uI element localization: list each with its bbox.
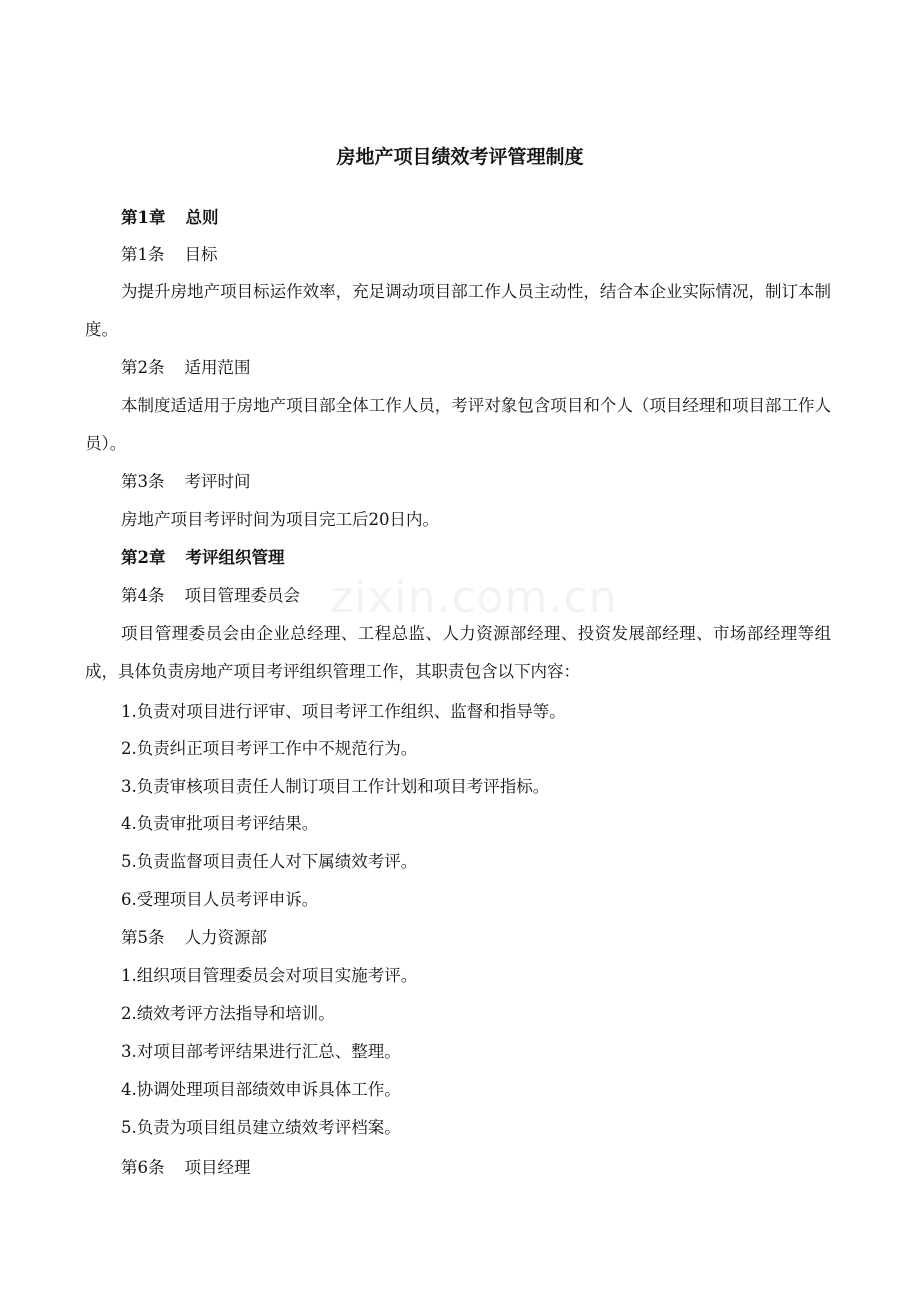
article-name: 人力资源部 [184,928,267,947]
list-item: 2.负责纠正项目考评工作中不规范行为。 [121,739,418,758]
chapter-name: 考评组织管理 [185,548,285,567]
article-number: 第6条 [121,1158,165,1177]
list-item: 5.负责监督项目责任人对下属绩效考评。 [121,852,418,871]
article-number: 第3条 [121,472,165,491]
article-name: 项目管理委员会 [184,586,300,605]
chapter-2-heading [121,545,284,571]
article-3-text: 房地产项目考评时间为项目完工后20日内。 [121,510,439,529]
chapter-1-heading [121,205,218,231]
chapter-number: 第1章 [121,208,166,227]
article-name: 适用范围 [184,358,251,377]
list-item: 1.组织项目管理委员会对项目实施考评。 [121,966,418,985]
list-item: 4.负责审批项目考评结果。 [121,814,319,833]
list-item: 3.对项目部考评结果进行汇总、整理。 [121,1042,401,1061]
list-item: 5.负责为项目组员建立绩效考评档案。 [121,1118,401,1137]
article-name: 考评时间 [184,472,251,491]
document-title: 房地产项目绩效考评管理制度 [336,146,584,168]
list-item: 3.负责审核项目责任人制订项目工作计划和项目考评指标。 [121,777,550,796]
article-5-heading [121,925,267,951]
article-name: 目标 [184,245,218,264]
article-number: 第2条 [121,358,165,377]
article-number: 第1条 [121,245,165,264]
list-item: 6.受理项目人员考评申诉。 [121,890,319,909]
article-2-text: 本制度适适用于房地产项目部全体工作人员，考评对象包含项目和个人（项目经理和项目部工作人员）。 [85,396,831,453]
article-number: 第4条 [121,586,165,605]
chapter-name: 总则 [185,208,219,227]
article-4-text: 项目管理委员会由企业总经理、工程总监、人力资源部经理、投资发展部经理、市场部经理等组成，具体负责房地产项目考评组织管理工作，其职责包含以下内容： [85,624,831,681]
chapter-number: 第2章 [121,548,166,567]
list-item: 1.负责对项目进行评审、项目考评工作组织、监督和指导等。 [121,702,566,721]
article-2-heading [121,355,251,381]
article-name: 项目经理 [184,1158,251,1177]
article-4-heading [121,583,300,609]
article-6-heading [121,1155,251,1181]
list-item: 2.绩效考评方法指导和培训。 [121,1004,335,1023]
watermark: zixin.com.cn [330,572,618,623]
article-number: 第5条 [121,928,165,947]
article-1-heading [121,242,218,268]
article-3-heading [121,469,251,495]
list-item: 4.协调处理项目部绩效申诉具体工作。 [121,1080,401,1099]
article-1-text: 为提升房地产项目标运作效率，充足调动项目部工作人员主动性，结合本企业实际情况，制订本制度。 [85,282,831,339]
